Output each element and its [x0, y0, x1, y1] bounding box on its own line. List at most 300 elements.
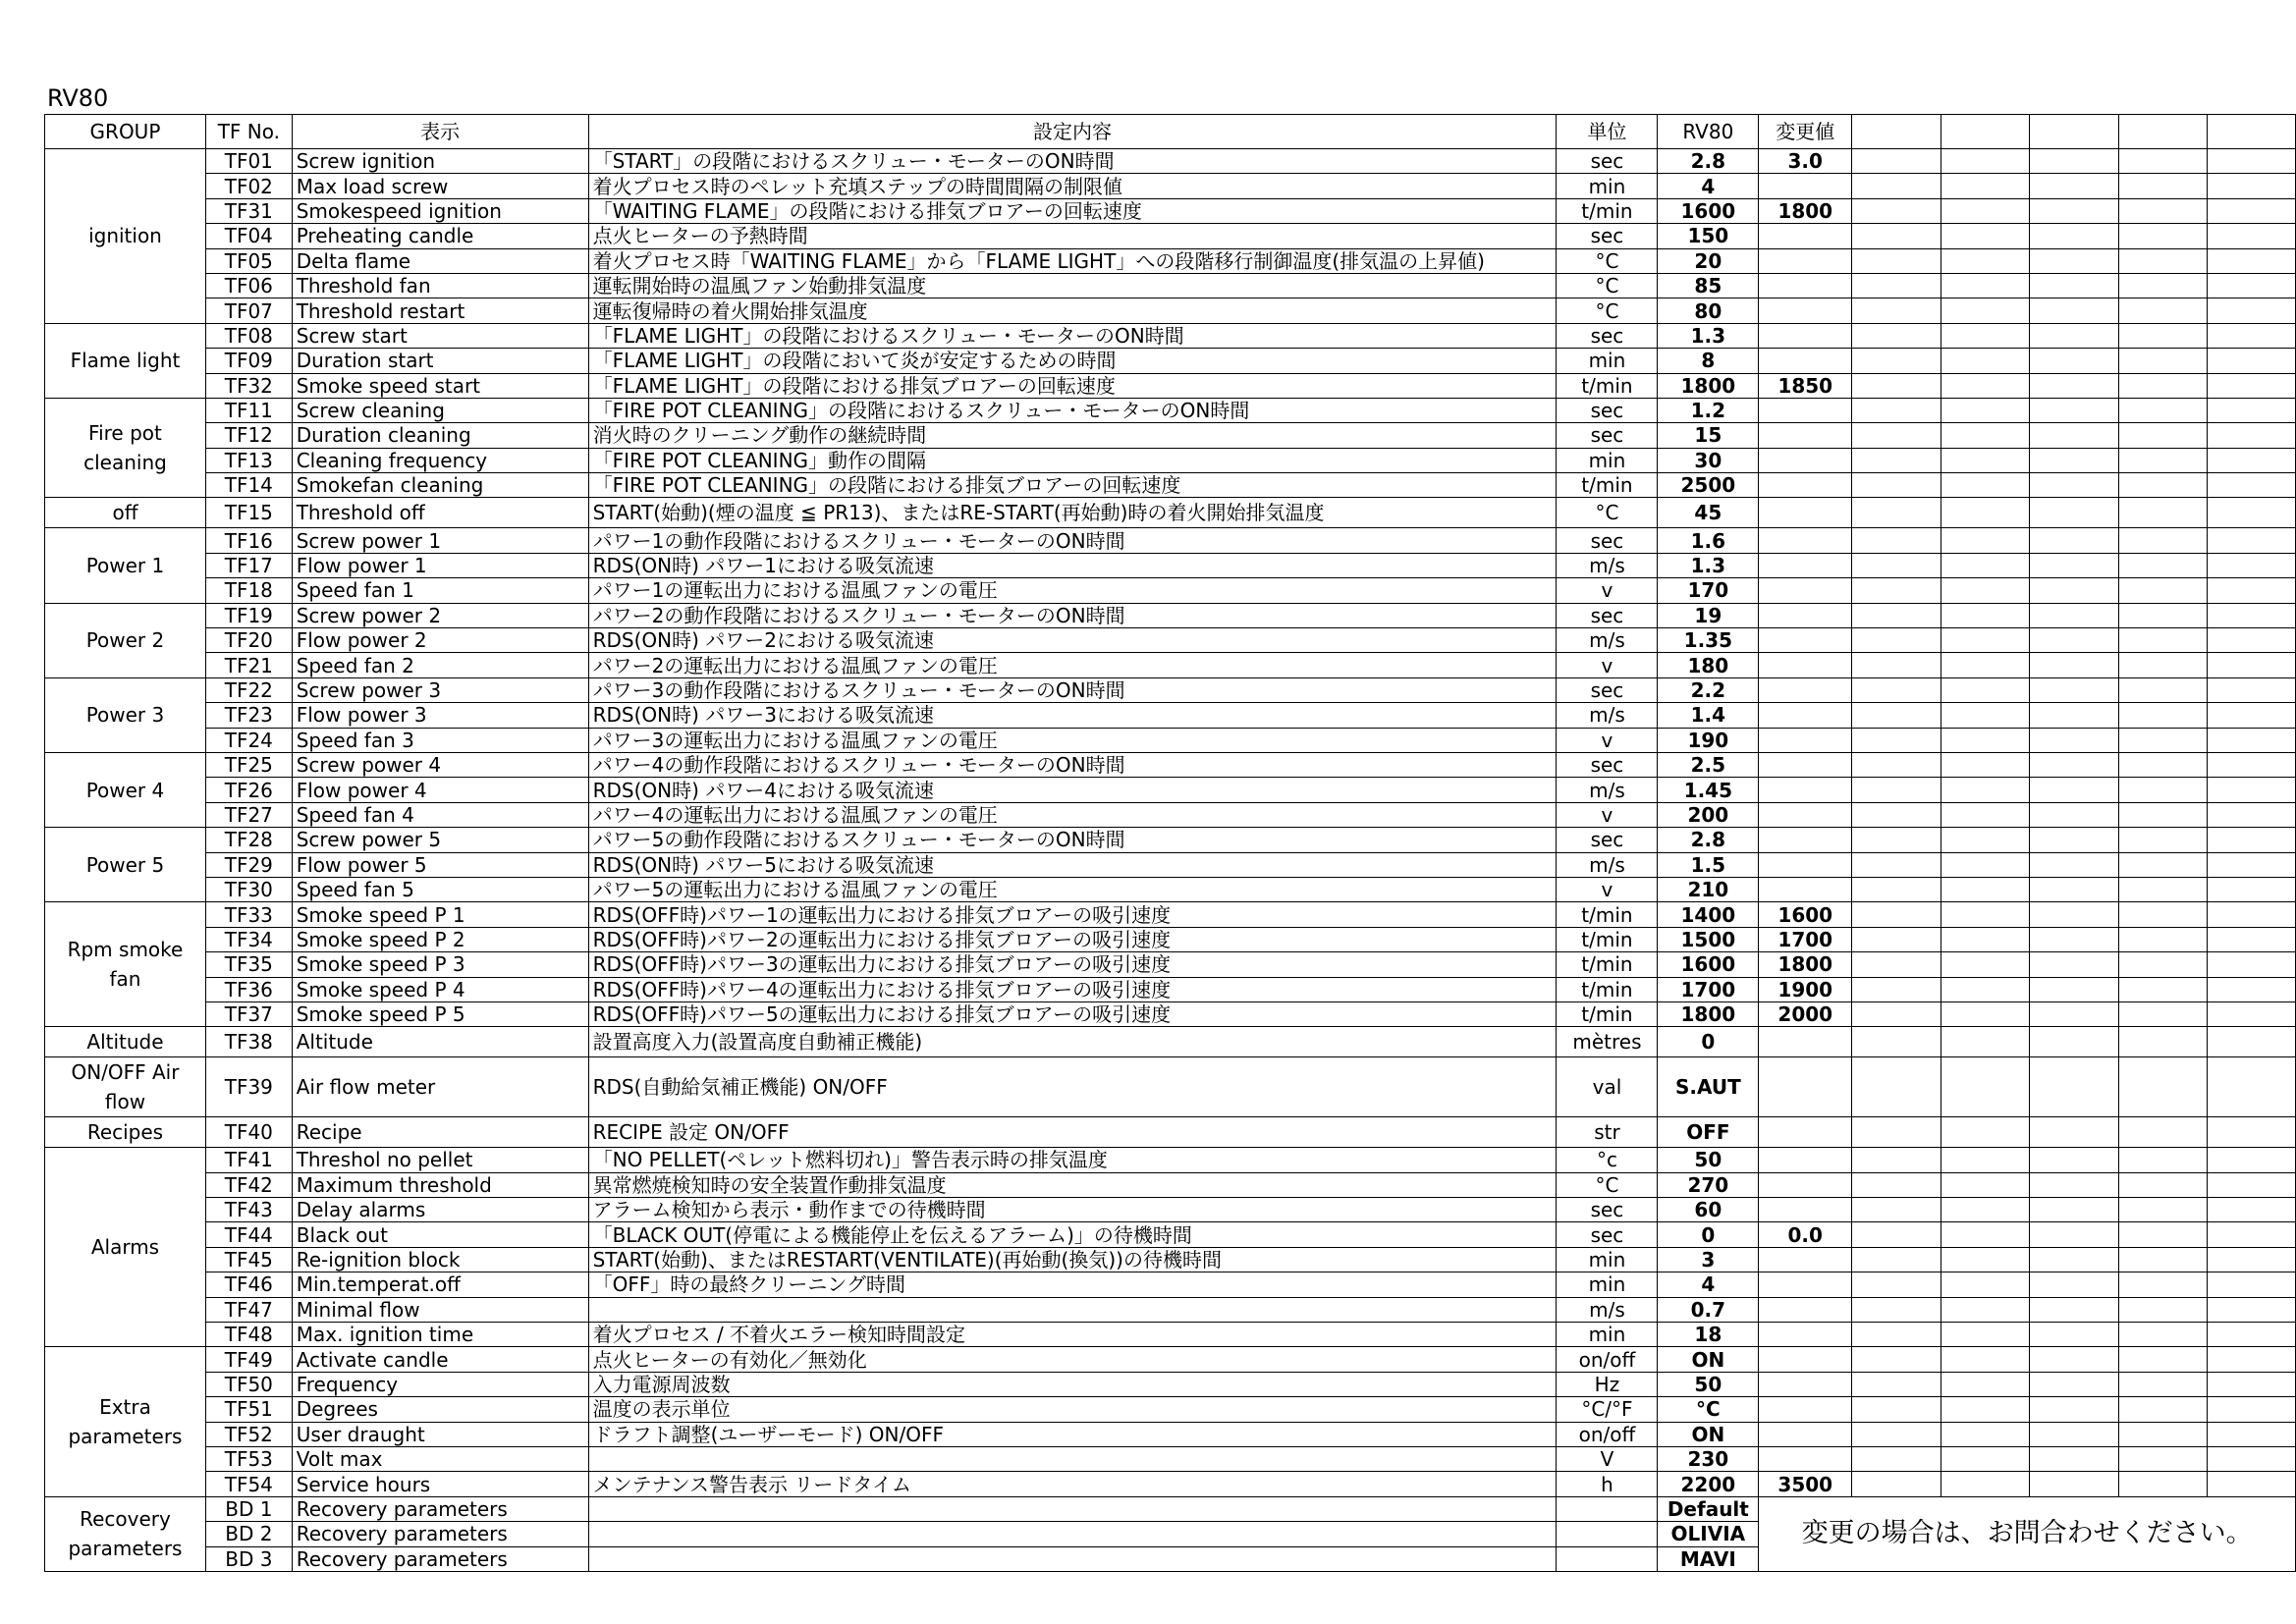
empty-cell	[2207, 778, 2295, 802]
table-row	[45, 927, 2296, 951]
group-label: Altitude	[45, 1027, 206, 1057]
rv80-value: 1500	[1658, 927, 1759, 951]
setting-description: 「OFF」時の最終クリーニング時間	[588, 1272, 1557, 1297]
empty-cell	[1852, 1148, 1941, 1172]
setting-description: パワー3の動作段階におけるスクリュー・モーターのON時間	[588, 677, 1557, 702]
empty-cell	[2207, 448, 2295, 472]
table-row	[45, 977, 2296, 1001]
tf-number: TF54	[205, 1472, 292, 1496]
rv80-value: 85	[1658, 273, 1759, 298]
empty-cell	[2207, 528, 2295, 553]
group-label: off	[45, 498, 206, 528]
parameter-name: Speed fan 1	[292, 578, 588, 603]
unit: val	[1557, 1057, 1658, 1117]
unit: °C	[1557, 1172, 1658, 1197]
empty-cell	[2030, 349, 2119, 373]
empty-cell	[2119, 553, 2208, 577]
empty-cell	[1852, 802, 1941, 827]
rv80-value: 1.4	[1658, 703, 1759, 728]
tf-number: TF38	[205, 1027, 292, 1057]
tf-number: TF30	[205, 877, 292, 901]
empty-cell	[2207, 1472, 2295, 1496]
parameter-name: Screw power 3	[292, 677, 588, 702]
empty-cell	[2207, 1247, 2295, 1272]
empty-cell	[1941, 273, 2030, 298]
tf-number: TF12	[205, 423, 292, 448]
empty-cell	[2207, 752, 2295, 777]
empty-cell	[2119, 448, 2208, 472]
unit: t/min	[1557, 1001, 1658, 1026]
parameter-name: Threshold fan	[292, 273, 588, 298]
setting-description: 「FIRE POT CLEANING」動作の間隔	[588, 448, 1557, 472]
table-row	[45, 677, 2296, 702]
rv80-value: 1.2	[1658, 398, 1759, 422]
parameter-name: Flow power 1	[292, 553, 588, 577]
setting-description: 点火ヒーターの有効化／無効化	[588, 1347, 1557, 1372]
empty-cell	[1941, 398, 2030, 422]
table-row	[45, 902, 2296, 927]
empty-cell	[2119, 752, 2208, 777]
rv80-value: 1.45	[1658, 778, 1759, 802]
unit: t/min	[1557, 977, 1658, 1001]
parameter-name: Screw power 1	[292, 528, 588, 553]
tf-number: TF45	[205, 1247, 292, 1272]
parameter-name: Maximum threshold	[292, 1172, 588, 1197]
setting-description: RDS(ON時) パワー1における吸気流速	[588, 553, 1557, 577]
empty-cell	[1852, 877, 1941, 901]
parameter-name: Recovery parameters	[292, 1522, 588, 1546]
changed-value	[1759, 224, 1852, 248]
parameter-name: Air flow meter	[292, 1057, 588, 1117]
changed-value	[1759, 528, 1852, 553]
empty-cell	[2207, 578, 2295, 603]
table-row	[45, 703, 2296, 728]
empty-cell	[1852, 1372, 1941, 1396]
setting-description: パワー2の動作段階におけるスクリュー・モーターのON時間	[588, 603, 1557, 627]
empty-cell	[1852, 373, 1941, 398]
table-row	[45, 248, 2296, 273]
rv80-value: 45	[1658, 498, 1759, 528]
empty-cell	[2030, 1027, 2119, 1057]
empty-cell	[1941, 952, 2030, 977]
empty-cell	[1941, 1001, 2030, 1026]
changed-value	[1759, 1446, 1852, 1471]
empty-cell	[1941, 927, 2030, 951]
empty-cell	[1852, 448, 1941, 472]
parameter-name: Cleaning frequency	[292, 448, 588, 472]
parameter-name: Smoke speed P 3	[292, 952, 588, 977]
empty-cell	[1941, 902, 2030, 927]
unit: v	[1557, 802, 1658, 827]
changed-value	[1759, 398, 1852, 422]
unit: Hz	[1557, 1372, 1658, 1396]
parameter-name: Screw cleaning	[292, 398, 588, 422]
table-row	[45, 224, 2296, 248]
unit: v	[1557, 877, 1658, 901]
changed-value	[1759, 1422, 1852, 1446]
empty-cell	[2119, 628, 2208, 653]
rv80-value: 1.6	[1658, 528, 1759, 553]
parameter-name: Volt max	[292, 1446, 588, 1471]
rv80-value: 80	[1658, 298, 1759, 323]
table-row	[45, 628, 2296, 653]
tf-number: TF47	[205, 1297, 292, 1322]
table-row	[45, 952, 2296, 977]
empty-cell	[2207, 1397, 2295, 1422]
empty-cell	[2030, 752, 2119, 777]
rv80-value: 60	[1658, 1198, 1759, 1222]
empty-cell	[2030, 1347, 2119, 1372]
empty-cell	[1941, 603, 2030, 627]
parameter-name: Screw power 4	[292, 752, 588, 777]
unit	[1557, 1496, 1658, 1521]
rv80-value: 1.5	[1658, 852, 1759, 877]
empty-cell	[2119, 149, 2208, 174]
empty-cell	[1941, 1247, 2030, 1272]
unit: °c	[1557, 1148, 1658, 1172]
empty-cell	[2207, 603, 2295, 627]
empty-cell	[1941, 1372, 2030, 1396]
changed-value	[1759, 1247, 1852, 1272]
empty-cell	[2030, 703, 2119, 728]
parameter-table	[44, 114, 2296, 1572]
empty-cell	[2030, 1297, 2119, 1322]
tf-number: TF08	[205, 323, 292, 348]
empty-cell	[2030, 553, 2119, 577]
empty-cell	[1852, 628, 1941, 653]
table-row	[45, 1001, 2296, 1026]
empty-cell	[2119, 1422, 2208, 1446]
group-label: Recovery parameters	[45, 1496, 206, 1571]
empty-cell	[2207, 677, 2295, 702]
empty-cell	[1941, 528, 2030, 553]
empty-cell	[2207, 349, 2295, 373]
rv80-value: 3	[1658, 1247, 1759, 1272]
table-row	[45, 1347, 2296, 1372]
setting-description	[588, 1546, 1557, 1571]
table-row	[45, 149, 2296, 174]
parameter-name: Screw ignition	[292, 149, 588, 174]
empty-cell	[1941, 877, 2030, 901]
empty-cell	[1941, 248, 2030, 273]
rv80-value: 270	[1658, 1172, 1759, 1197]
empty-cell	[2030, 273, 2119, 298]
empty-cell	[2030, 423, 2119, 448]
tf-number: TF01	[205, 149, 292, 174]
tf-number: TF36	[205, 977, 292, 1001]
empty-cell	[2119, 1247, 2208, 1272]
empty-cell	[2030, 149, 2119, 174]
empty-cell	[1941, 1297, 2030, 1322]
rv80-value: ON	[1658, 1347, 1759, 1372]
changed-value	[1759, 703, 1852, 728]
rv80-value: 4	[1658, 174, 1759, 198]
table-row	[45, 473, 2296, 498]
tf-number: TF28	[205, 828, 292, 852]
empty-cell	[2119, 323, 2208, 348]
empty-cell	[2030, 498, 2119, 528]
empty-cell	[1941, 298, 2030, 323]
table-row	[45, 1372, 2296, 1396]
empty-cell	[2030, 728, 2119, 752]
table-row	[45, 273, 2296, 298]
empty-cell	[1941, 1347, 2030, 1372]
parameter-name: Recovery parameters	[292, 1546, 588, 1571]
empty-cell	[1941, 578, 2030, 603]
rv80-value: 1400	[1658, 902, 1759, 927]
empty-cell	[1852, 1001, 1941, 1026]
table-row	[45, 1057, 2296, 1117]
changed-value	[1759, 473, 1852, 498]
rv80-value: 200	[1658, 802, 1759, 827]
tf-number: BD 3	[205, 1546, 292, 1571]
empty-cell	[2030, 1422, 2119, 1446]
group-label: Power 4	[45, 752, 206, 827]
group-label: Power 5	[45, 828, 206, 902]
setting-description: 設置高度入力(設置高度自動補正機能)	[588, 1027, 1557, 1057]
setting-description: 温度の表示単位	[588, 1397, 1557, 1422]
empty-cell	[2119, 349, 2208, 373]
empty-cell	[1852, 1198, 1941, 1222]
changed-value	[1759, 323, 1852, 348]
parameter-name: Threshold restart	[292, 298, 588, 323]
table-row	[45, 653, 2296, 677]
header-empty	[1941, 115, 2030, 149]
empty-cell	[1941, 448, 2030, 472]
setting-description: メンテナンス警告表示 リードタイム	[588, 1472, 1557, 1496]
table-row	[45, 1198, 2296, 1222]
table-row	[45, 603, 2296, 627]
empty-cell	[2119, 1198, 2208, 1222]
tf-number: TF06	[205, 273, 292, 298]
unit: sec	[1557, 149, 1658, 174]
empty-cell	[1852, 349, 1941, 373]
empty-cell	[1852, 473, 1941, 498]
empty-cell	[2030, 1247, 2119, 1272]
table-row	[45, 1446, 2296, 1471]
group-label: Extra parameters	[45, 1347, 206, 1496]
empty-cell	[1941, 828, 2030, 852]
tf-number: TF48	[205, 1323, 292, 1347]
changed-value: 1850	[1759, 373, 1852, 398]
parameter-name: Altitude	[292, 1027, 588, 1057]
empty-cell	[1852, 174, 1941, 198]
empty-cell	[2119, 528, 2208, 553]
empty-cell	[2119, 1397, 2208, 1422]
changed-value	[1759, 1148, 1852, 1172]
setting-description	[588, 1446, 1557, 1471]
empty-cell	[1852, 224, 1941, 248]
empty-cell	[2207, 1027, 2295, 1057]
changed-value	[1759, 828, 1852, 852]
changed-value	[1759, 174, 1852, 198]
parameter-name: Flow power 3	[292, 703, 588, 728]
rv80-value: 2.8	[1658, 828, 1759, 852]
parameter-name: Degrees	[292, 1397, 588, 1422]
rv80-value: 210	[1658, 877, 1759, 901]
empty-cell	[2030, 1057, 2119, 1117]
empty-cell	[2207, 398, 2295, 422]
setting-description: RDS(ON時) パワー4における吸気流速	[588, 778, 1557, 802]
parameter-name: Recipe	[292, 1117, 588, 1148]
empty-cell	[2207, 1057, 2295, 1117]
tf-number: TF50	[205, 1372, 292, 1396]
setting-description: アラーム検知から表示・動作までの待機時間	[588, 1198, 1557, 1222]
empty-cell	[1852, 528, 1941, 553]
tf-number: TF32	[205, 373, 292, 398]
empty-cell	[1852, 1472, 1941, 1496]
table-row	[45, 1247, 2296, 1272]
changed-value	[1759, 1027, 1852, 1057]
table-row	[45, 198, 2296, 223]
unit: m/s	[1557, 852, 1658, 877]
parameter-name: Recovery parameters	[292, 1496, 588, 1521]
empty-cell	[2119, 373, 2208, 398]
rv80-value: 2.5	[1658, 752, 1759, 777]
rv80-value: 50	[1658, 1372, 1759, 1396]
empty-cell	[2030, 578, 2119, 603]
parameter-name: Speed fan 2	[292, 653, 588, 677]
group-label: Rpm smoke fan	[45, 902, 206, 1027]
changed-value: 1800	[1759, 952, 1852, 977]
unit	[1557, 1546, 1658, 1571]
empty-cell	[1852, 852, 1941, 877]
setting-description: ドラフト調整(ユーザーモード) ON/OFF	[588, 1422, 1557, 1446]
table-row	[45, 1172, 2296, 1197]
empty-cell	[1941, 1222, 2030, 1247]
changed-value	[1759, 677, 1852, 702]
empty-cell	[1852, 198, 1941, 223]
rv80-value: 18	[1658, 1323, 1759, 1347]
tf-number: TF29	[205, 852, 292, 877]
rv80-value: 30	[1658, 448, 1759, 472]
empty-cell	[2207, 224, 2295, 248]
rv80-value: 180	[1658, 653, 1759, 677]
empty-cell	[1852, 1446, 1941, 1471]
tf-number: TF40	[205, 1117, 292, 1148]
empty-cell	[1852, 927, 1941, 951]
tf-number: TF07	[205, 298, 292, 323]
empty-cell	[1852, 653, 1941, 677]
parameter-name: Frequency	[292, 1372, 588, 1396]
parameter-name: Smoke speed P 4	[292, 977, 588, 1001]
table-row	[45, 1272, 2296, 1297]
tf-number: TF51	[205, 1397, 292, 1422]
empty-cell	[2207, 1323, 2295, 1347]
empty-cell	[2119, 423, 2208, 448]
empty-cell	[1852, 1247, 1941, 1272]
empty-cell	[2030, 298, 2119, 323]
empty-cell	[1941, 1323, 2030, 1347]
empty-cell	[2207, 902, 2295, 927]
header-rv80: RV80	[1658, 115, 1759, 149]
parameter-name: Re-ignition block	[292, 1247, 588, 1272]
empty-cell	[2030, 677, 2119, 702]
empty-cell	[2119, 778, 2208, 802]
table-row	[45, 448, 2296, 472]
tf-number: TF43	[205, 1198, 292, 1222]
empty-cell	[1852, 248, 1941, 273]
empty-cell	[2119, 1372, 2208, 1396]
rv80-value: 1800	[1658, 373, 1759, 398]
group-label: Recipes	[45, 1117, 206, 1148]
empty-cell	[2030, 877, 2119, 901]
rv80-value: MAVI	[1658, 1546, 1759, 1571]
rv80-value: 0.7	[1658, 1297, 1759, 1322]
setting-description: 運転復帰時の着火開始排気温度	[588, 298, 1557, 323]
group-label: ON/OFF Air flow	[45, 1057, 206, 1117]
empty-cell	[2030, 323, 2119, 348]
unit	[1557, 1522, 1658, 1546]
empty-cell	[1941, 628, 2030, 653]
rv80-value: 190	[1658, 728, 1759, 752]
empty-cell	[2030, 778, 2119, 802]
empty-cell	[2119, 677, 2208, 702]
tf-number: TF18	[205, 578, 292, 603]
group-label: Power 3	[45, 677, 206, 752]
empty-cell	[2207, 653, 2295, 677]
group-label: Fire pot cleaning	[45, 398, 206, 498]
empty-cell	[2119, 578, 2208, 603]
tf-number: TF35	[205, 952, 292, 977]
unit: mètres	[1557, 1027, 1658, 1057]
empty-cell	[2030, 1323, 2119, 1347]
empty-cell	[2030, 528, 2119, 553]
empty-cell	[2207, 1372, 2295, 1396]
tf-number: TF24	[205, 728, 292, 752]
unit: min	[1557, 349, 1658, 373]
changed-value	[1759, 578, 1852, 603]
unit: t/min	[1557, 373, 1658, 398]
parameter-name: Speed fan 3	[292, 728, 588, 752]
setting-description: 「FLAME LIGHT」の段階におけるスクリュー・モーターのON時間	[588, 323, 1557, 348]
empty-cell	[2207, 927, 2295, 951]
empty-cell	[2207, 828, 2295, 852]
empty-cell	[1852, 752, 1941, 777]
tf-number: TF42	[205, 1172, 292, 1197]
rv80-value: 2.2	[1658, 677, 1759, 702]
group-label: Power 2	[45, 603, 206, 677]
table-row	[45, 553, 2296, 577]
empty-cell	[1941, 653, 2030, 677]
empty-cell	[2119, 728, 2208, 752]
rv80-value: Default	[1658, 1496, 1759, 1521]
tf-number: TF26	[205, 778, 292, 802]
table-row	[45, 778, 2296, 802]
parameter-name: Screw power 5	[292, 828, 588, 852]
parameter-name: Duration start	[292, 349, 588, 373]
changed-value	[1759, 1057, 1852, 1117]
empty-cell	[2119, 877, 2208, 901]
tf-number: TF11	[205, 398, 292, 422]
empty-cell	[2119, 1222, 2208, 1247]
unit: °C	[1557, 298, 1658, 323]
setting-description	[588, 1522, 1557, 1546]
empty-cell	[2030, 1172, 2119, 1197]
empty-cell	[1852, 578, 1941, 603]
tf-number: TF17	[205, 553, 292, 577]
table-row	[45, 349, 2296, 373]
setting-description: 「FIRE POT CLEANING」の段階における排気ブロアーの回転速度	[588, 473, 1557, 498]
rv80-value: OLIVIA	[1658, 1522, 1759, 1546]
changed-value	[1759, 603, 1852, 627]
empty-cell	[1852, 1422, 1941, 1446]
setting-description: START(始動)、またはRESTART(VENTILATE)(再始動(換気))の待機時間	[588, 1247, 1557, 1272]
empty-cell	[1852, 298, 1941, 323]
unit: min	[1557, 1247, 1658, 1272]
unit: min	[1557, 1272, 1658, 1297]
tf-number: TF09	[205, 349, 292, 373]
